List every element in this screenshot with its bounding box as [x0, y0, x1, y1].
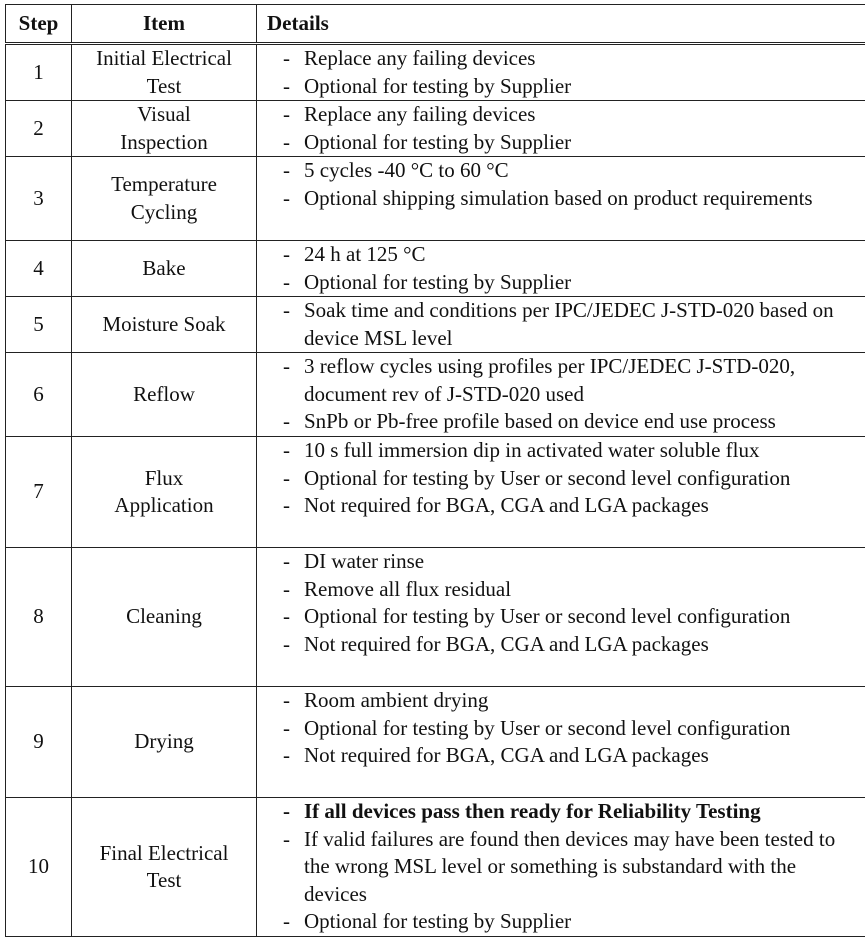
detail-bullet: - Replace any failing devices — [283, 101, 859, 129]
details-cell — [257, 157, 865, 241]
item-name-line: Drying — [134, 729, 194, 754]
item-name-line: Bake — [142, 255, 186, 280]
detail-bullet: - Optional for testing by User or second level configuration — [283, 715, 859, 743]
item-name — [72, 798, 257, 937]
step-number: 5 — [6, 297, 72, 353]
table-row — [6, 353, 865, 437]
table-row — [6, 687, 865, 798]
step-number: 9 — [6, 687, 72, 798]
step-number: 6 — [6, 353, 72, 437]
detail-bullet: - Not required for BGA, CGA and LGA packages — [283, 492, 859, 520]
item-name — [72, 297, 257, 353]
details-cell — [257, 687, 865, 798]
detail-bullet: - Optional for testing by User or second level configuration — [283, 603, 859, 631]
step-number: 7 — [6, 437, 72, 548]
details-cell — [257, 297, 865, 353]
item-name-line: Flux — [144, 465, 184, 490]
item-name-line: Inspection — [120, 129, 208, 154]
details-cell — [257, 798, 865, 937]
details-cell — [257, 353, 865, 437]
item-name-line: Initial Electrical — [96, 46, 232, 70]
table-row — [6, 548, 865, 687]
step-number: 2 — [6, 101, 72, 157]
table-row — [6, 44, 865, 101]
item-name-line: Test — [146, 73, 182, 98]
detail-bullet: - SnPb or Pb-free profile based on device end use process — [283, 408, 859, 436]
detail-bullet: - Optional for testing by User or second level configuration — [283, 465, 859, 493]
detail-bullet: - Remove all flux residual — [283, 576, 859, 604]
table-row — [6, 101, 865, 157]
item-name-line: Visual — [137, 102, 191, 126]
header-item: Item — [72, 5, 257, 44]
item-name — [72, 548, 257, 687]
detail-bullet: - Not required for BGA, CGA and LGA packages — [283, 742, 859, 770]
step-number: 1 — [6, 44, 72, 101]
details-cell — [257, 44, 865, 101]
header-step: Step — [6, 5, 72, 44]
detail-bullet: - Optional for testing by Supplier — [283, 269, 859, 297]
detail-bullet: - If all devices pass then ready for Reliability Testing — [283, 798, 859, 826]
header-row — [6, 5, 865, 44]
detail-bullet: - Optional for testing by Supplier — [283, 129, 859, 157]
detail-bullet: - 5 cycles -40 °C to 60 °C — [283, 157, 859, 185]
detail-bullet: - 3 reflow cycles using profiles per IPC/JEDEC J-STD-020, document rev of J-STD-020 used — [283, 353, 859, 408]
detail-bullet: - Optional for testing by Supplier — [283, 908, 859, 936]
detail-bullet: - 24 h at 125 °C — [283, 241, 859, 269]
details-cell — [257, 437, 865, 548]
detail-bullet: - If valid failures are found then devices may have been tested to the wrong MSL level or something is substandard with the devices — [283, 826, 859, 909]
table-row — [6, 241, 865, 297]
table-row — [6, 157, 865, 241]
step-number: 8 — [6, 548, 72, 687]
detail-bullet: - Optional shipping simulation based on product requirements — [283, 185, 859, 213]
item-name — [72, 101, 257, 157]
item-name — [72, 437, 257, 548]
item-name — [72, 241, 257, 297]
item-name-line: Cycling — [130, 199, 198, 224]
step-number: 3 — [6, 157, 72, 241]
detail-bullet: - Not required for BGA, CGA and LGA packages — [283, 631, 859, 659]
item-name — [72, 353, 257, 437]
detail-bullet: - Room ambient drying — [283, 687, 859, 715]
details-cell — [257, 101, 865, 157]
details-cell — [257, 548, 865, 687]
item-name — [72, 44, 257, 101]
header-details: Details — [257, 5, 865, 44]
item-name-line: Test — [146, 868, 182, 892]
item-name-line: Application — [114, 493, 214, 517]
table-row — [6, 437, 865, 548]
item-name-line: Final Electrical — [99, 840, 229, 865]
detail-bullet: - Replace any failing devices — [283, 45, 859, 73]
detail-bullet: - Optional for testing by Supplier — [283, 73, 859, 101]
step-number: 4 — [6, 241, 72, 297]
item-name-line: Reflow — [133, 381, 195, 406]
details-cell — [257, 241, 865, 297]
step-number: 10 — [6, 798, 72, 937]
table-row — [6, 798, 865, 937]
item-name-line: Temperature — [111, 172, 217, 196]
detail-bullet: - Soak time and conditions per IPC/JEDEC J-STD-020 based on device MSL level — [283, 297, 859, 352]
detail-bullet: - 10 s full immersion dip in activated water soluble flux — [283, 437, 859, 465]
item-name — [72, 687, 257, 798]
item-name-line: Moisture Soak — [102, 311, 226, 336]
process-steps-table — [5, 4, 865, 937]
table-row — [6, 297, 865, 353]
item-name — [72, 157, 257, 241]
detail-bullet: - DI water rinse — [283, 548, 859, 576]
item-name-line: Cleaning — [126, 604, 202, 629]
